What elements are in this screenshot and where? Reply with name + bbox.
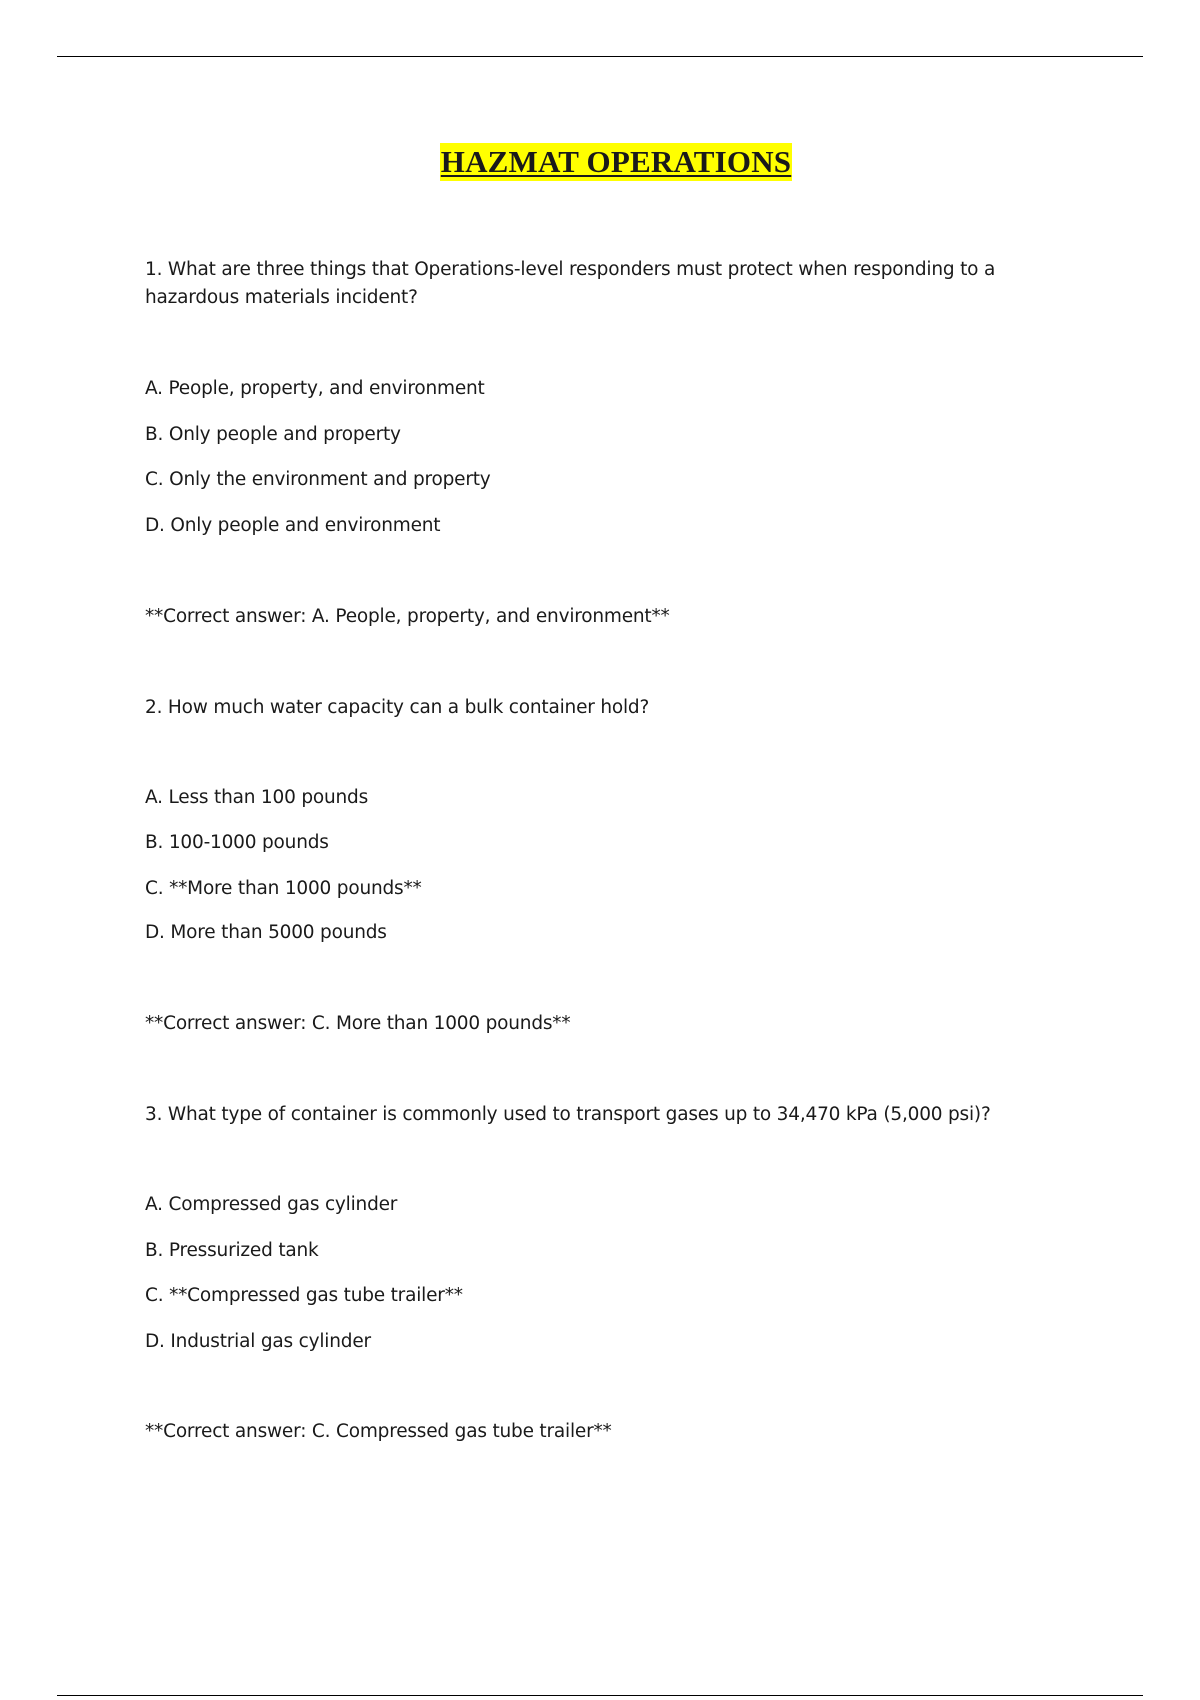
question-1-option-b: B. Only people and property — [145, 424, 401, 445]
question-2-text: 2. How much water capacity can a bulk container hold? — [145, 697, 650, 718]
question-2-answer: **Correct answer: C. More than 1000 pounds** — [145, 1013, 571, 1034]
question-1-option-c: C. Only the environment and property — [145, 469, 491, 490]
question-2-option-c: C. **More than 1000 pounds** — [145, 878, 422, 899]
question-1-answer: **Correct answer: A. People, property, and environment** — [145, 606, 670, 627]
question-3-option-a: A. Compressed gas cylinder — [145, 1194, 398, 1215]
question-2-option-a: A. Less than 100 pounds — [145, 787, 369, 808]
question-1-option-a: A. People, property, and environment — [145, 378, 485, 399]
question-3-text: 3. What type of container is commonly used to transport gases up to 34,470 kPa (5,000 psi)? — [145, 1104, 991, 1125]
question-3-answer: **Correct answer: C. Compressed gas tube trailer** — [145, 1421, 612, 1442]
question-2-option-d: D. More than 5000 pounds — [145, 922, 387, 943]
question-1-text: 1. What are three things that Operations-level responders must protect when responding to a hazardous materials incident? — [145, 259, 996, 308]
top-rule — [57, 56, 1143, 57]
title-container — [0, 143, 1200, 181]
question-3-option-d: D. Industrial gas cylinder — [145, 1331, 371, 1352]
question-3-option-b: B. Pressurized tank — [145, 1240, 319, 1261]
bottom-rule — [57, 1695, 1143, 1696]
question-1-option-d: D. Only people and environment — [145, 515, 441, 536]
question-2-option-b: B. 100-1000 pounds — [145, 832, 329, 853]
page-title: HAZMAT OPERATIONS — [440, 144, 792, 179]
question-3-option-c: C. **Compressed gas tube trailer** — [145, 1285, 463, 1306]
